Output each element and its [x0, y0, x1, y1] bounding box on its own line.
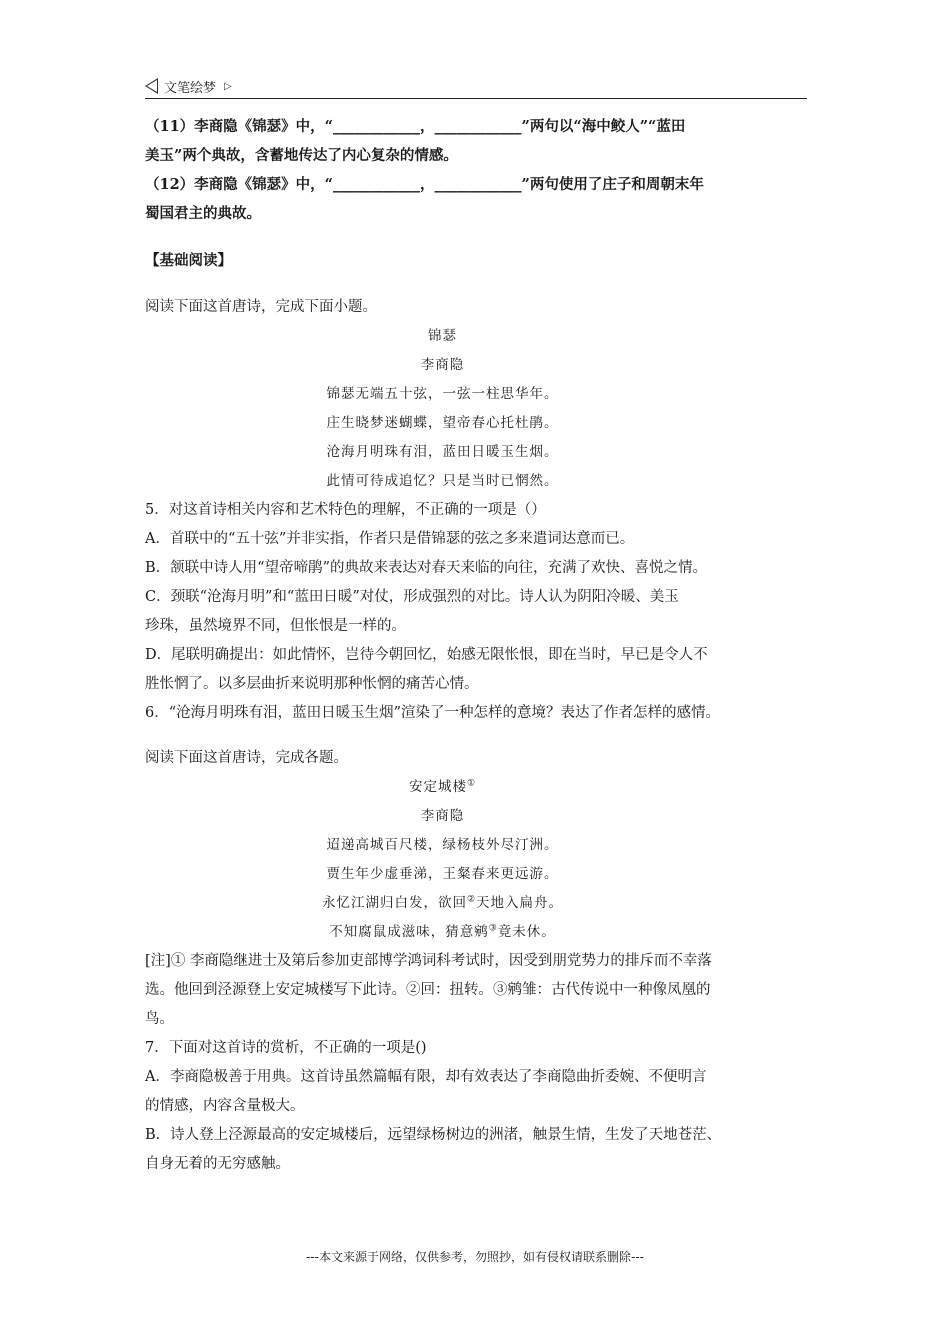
header-title: 文笔绘梦 — [164, 80, 217, 96]
q7-option-a-cont: 的情感，内容含量极大。 — [145, 1098, 305, 1114]
note-marker: ① — [466, 778, 477, 789]
poem2-line: 永忆江湖归白发，欲回②天地入扁舟。 — [321, 894, 564, 911]
poem1-line: 锦瑟无端五十弦，一弦一柱思华年。 — [326, 386, 559, 402]
question-11-line-2: 美玉”两个典故，含蓄地传达了内心复杂的情感。 — [145, 147, 458, 164]
document-body — [145, 112, 820, 1179]
poem2-line: 贾生年少虚垂涕，王粲春来更远游。 — [326, 866, 559, 882]
poem1-author: 李商隐 — [420, 357, 465, 373]
q5-option-b: B．颔联中诗人用“望帝啼鹃”的典故来表达对春天来临的向往，充满了欢快、喜悦之情。 — [145, 560, 707, 576]
q7-option-b: B．诗人登上泾源最高的安定城楼后，远望绿杨树边的洲渚，触景生情，生发了天地苍茫、 — [145, 1127, 722, 1143]
poem1-line: 此情可待成追忆？只是当时已惘然。 — [326, 473, 559, 489]
poem2-note: [注]① 李商隐继进士及第后参加吏部博学鸿词科考试时，因受到朋党势力的排斥而不幸落 — [145, 953, 712, 969]
poem1-line: 沧海月明珠有泪，蓝田日暖玉生烟。 — [326, 444, 559, 460]
poem2-note: 选。他回到泾源登上安定城楼写下此诗。②回：扭转。③鹓雏：古代传说中一种像凤凰的 — [145, 982, 711, 998]
question-11-line-1: （11）李商隐《锦瑟》中，“____________，____________”两句以“海中鲛人”“蓝田 — [145, 118, 686, 135]
question-12-line-2: 蜀国君主的典故。 — [145, 205, 261, 222]
triangle-right-icon: ▷ — [224, 80, 232, 92]
poem2-note: 鸟。 — [145, 1011, 174, 1027]
q7-option-a: A．李商隐极善于用典。这首诗虽然篇幅有限，却有效表达了李商隐曲折委婉、不便明言 — [145, 1069, 707, 1085]
q5-option-d: D．尾联明确提出：如此情怀，岂待今朝回忆，始感无限怅恨，即在当时，早已是令人不 — [145, 647, 708, 663]
reading2-intro: 阅读下面这首唐诗，完成各题。 — [145, 750, 348, 766]
page-header — [145, 74, 807, 99]
poem2-author: 李商隐 — [420, 808, 465, 824]
question-6: 6．“沧海月明珠有泪，蓝田日暖玉生烟”渲染了一种怎样的意境？表达了作者怎样的感情。 — [145, 705, 721, 721]
poem2-line: 不知腐鼠成滋味，猜意鹓③竟未休。 — [329, 923, 556, 940]
q5-option-d-cont: 胜怅惘了。以多层曲折来说明那种怅惘的痛苦心情。 — [145, 676, 479, 692]
poem1-title: 锦瑟 — [428, 328, 457, 344]
question-7: 7．下面对这首诗的赏析，不正确的一项是() — [145, 1040, 427, 1056]
question-12-line-1: （12）李商隐《锦瑟》中，“____________，____________”两句使用了庄子和周朝末年 — [145, 176, 704, 193]
poem2-title: 安定城楼① — [408, 778, 477, 795]
poem1-line: 庄生晓梦迷蝴蝶，望帝春心托杜鹃。 — [326, 415, 559, 431]
note-marker: ③ — [488, 923, 498, 934]
reading1-intro: 阅读下面这首唐诗，完成下面小题。 — [145, 299, 377, 315]
question-5: 5．对这首诗相关内容和艺术特色的理解，不正确的一项是（） — [145, 502, 546, 518]
q5-option-c: C．颈联“沧海月明”和“蓝田日暖”对仗，形成强烈的对比。诗人认为阴阳冷暖、美玉 — [145, 589, 679, 605]
triangle-left-icon — [145, 78, 158, 94]
poem2-line: 迢递高城百尺楼，绿杨枝外尽汀洲。 — [326, 837, 559, 853]
section-title: 【基础阅读】 — [145, 252, 232, 269]
q5-option-c-cont: 珍珠，虽然境界不同，但怅恨是一样的。 — [145, 618, 406, 634]
q5-option-a: A．首联中的“五十弦”并非实指，作者只是借锦瑟的弦之多来遣词达意而已。 — [145, 531, 635, 547]
note-marker: ② — [466, 894, 477, 905]
q7-option-b-cont: 自身无着的无穷感触。 — [145, 1156, 290, 1172]
page-footer: ---本文来源于网络，仅供参考，勿照抄，如有侵权请联系删除--- — [306, 1250, 644, 1264]
